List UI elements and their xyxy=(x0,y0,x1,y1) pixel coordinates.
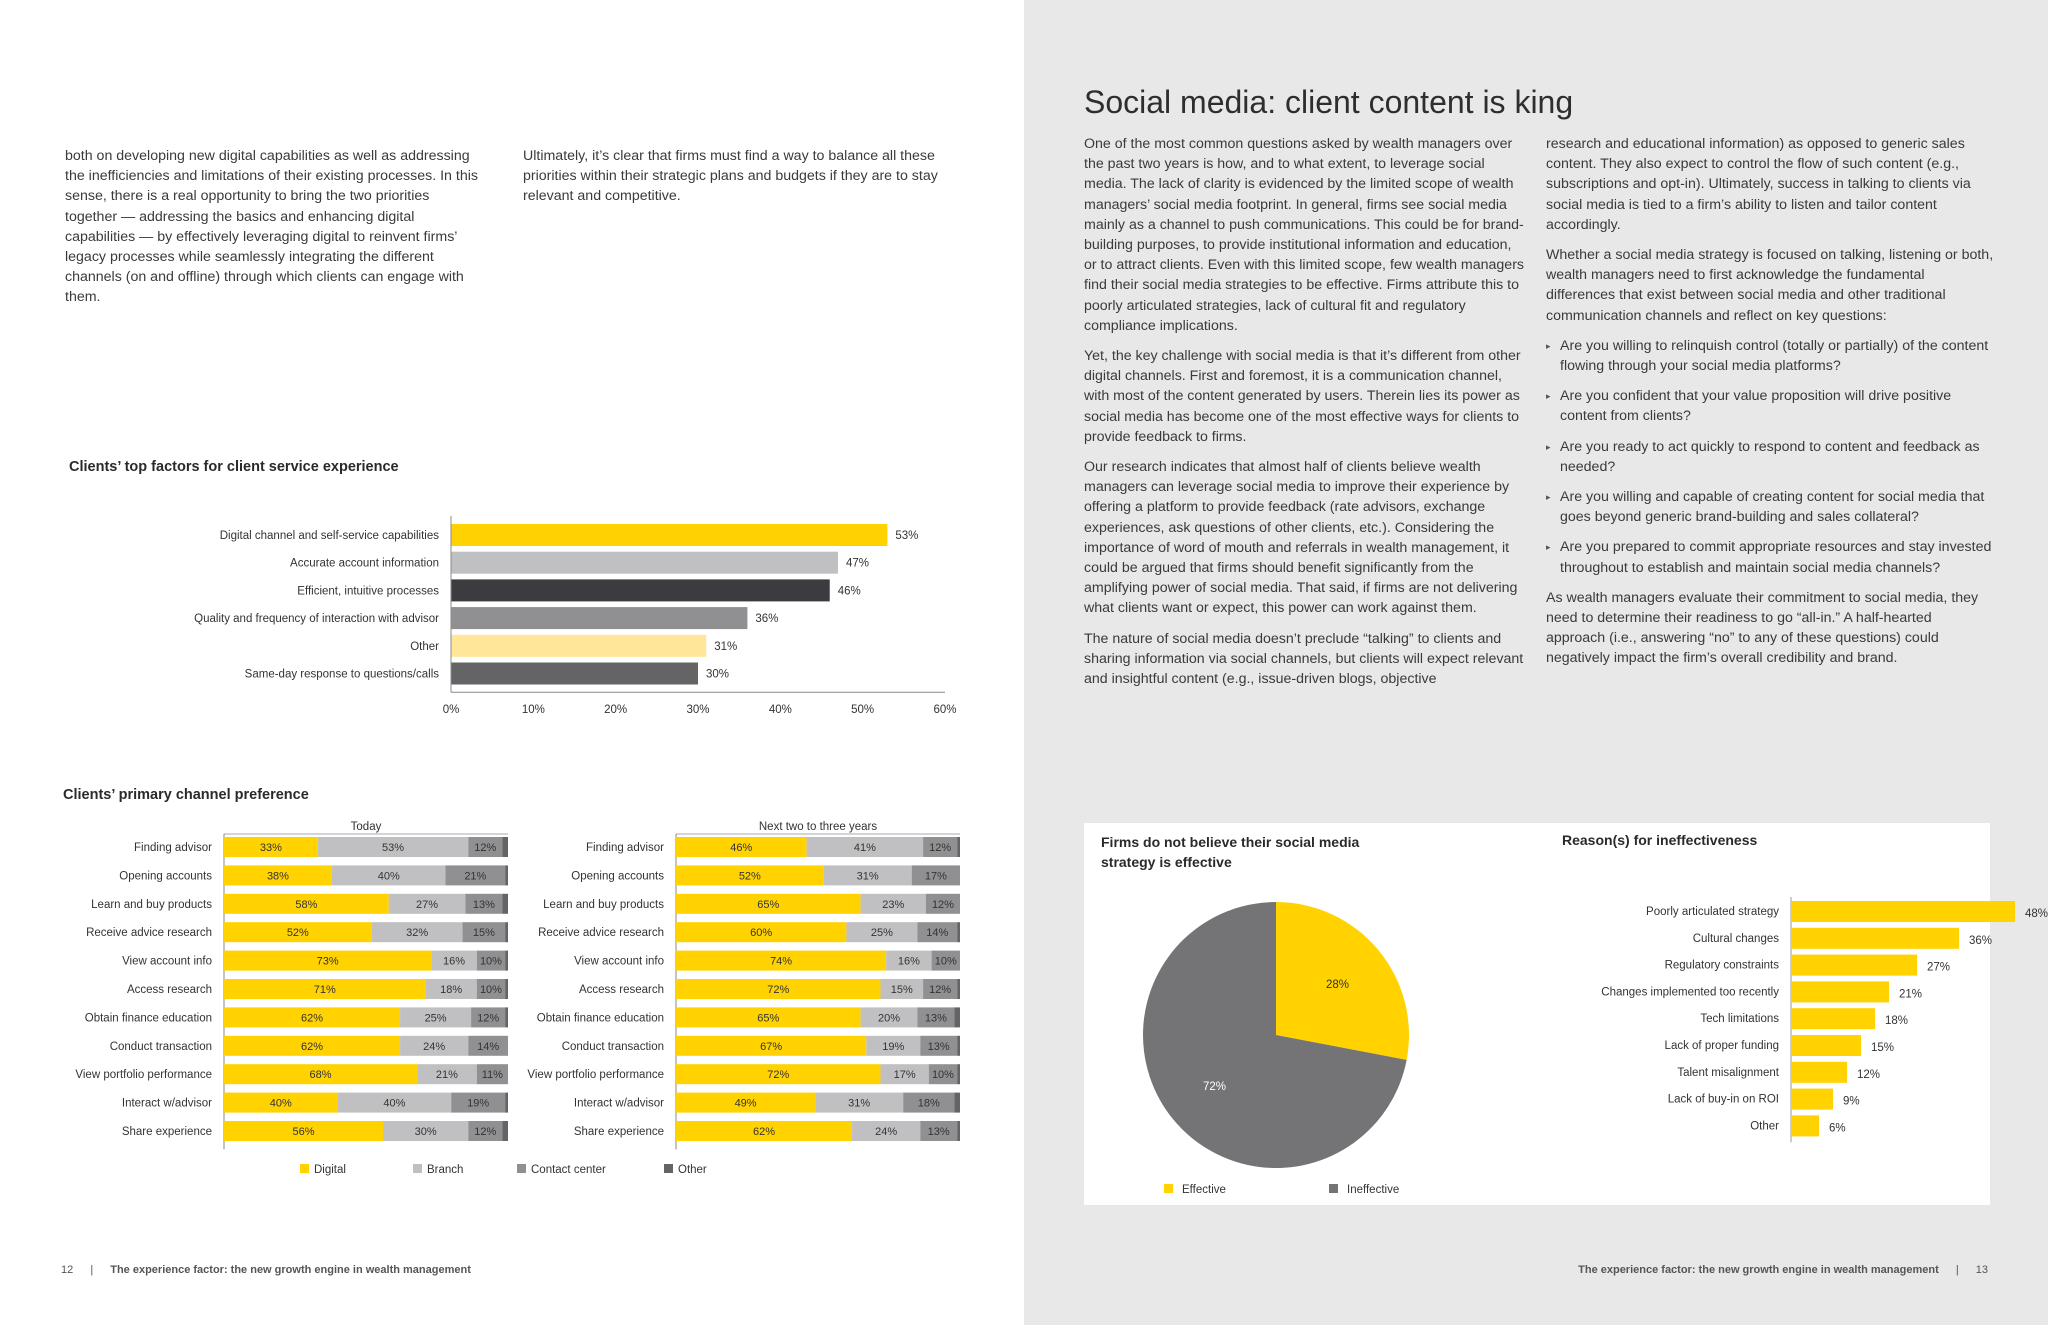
right-col1-paragraph: Yet, the key challenge with social media is that it’s different from other digital channels. First and foremost, it is a communication channel, with most of the content generated by users. Therein lies its power as social media has become one of the most effective ways for clients to provide feedback to firms. xyxy=(1084,348,1521,445)
segment-label: 23% xyxy=(882,898,905,911)
pie-title-line: strategy is effective xyxy=(1101,854,1232,870)
legend-swatch xyxy=(517,1164,526,1173)
segment-label: 18% xyxy=(917,1097,940,1110)
right-page-number: 13 xyxy=(1975,1264,1988,1276)
category-label: Poorly articulated strategy xyxy=(1646,906,1779,918)
category-label: Access research xyxy=(126,984,212,996)
panel-subtitle: Today xyxy=(350,821,382,833)
segment-label: 40% xyxy=(383,1097,406,1110)
stacked-segment xyxy=(957,1064,960,1084)
category-label: Finding advisor xyxy=(586,842,664,854)
segment-label: 52% xyxy=(738,870,761,883)
category-label: Opening accounts xyxy=(571,870,664,883)
category-label: Receive advice research xyxy=(538,927,664,940)
segment-label: 14% xyxy=(926,927,949,940)
segment-label: 65% xyxy=(757,1012,780,1025)
category-label: Tech limitations xyxy=(1700,1013,1779,1026)
bar xyxy=(1791,981,1889,1002)
category-label: Changes implemented too recently xyxy=(1601,986,1779,999)
stacked-segment xyxy=(505,1007,508,1027)
question-bullet: ▸ Are you willing to relinquish control (totally or partially) of the content flowing through your social media platforms? xyxy=(1546,336,1994,376)
segment-label: 46% xyxy=(730,842,753,854)
segment-label: 58% xyxy=(295,898,318,911)
data-label: 18% xyxy=(1885,1015,1909,1028)
question-bullet: ▸ Are you willing and capable of creating content for social media that goes beyond generic brand-building and sales collateral? xyxy=(1546,487,1994,527)
legend-label: Ineffective xyxy=(1347,1184,1400,1196)
segment-label: 18% xyxy=(440,984,463,996)
category-label: Access research xyxy=(578,984,664,996)
bar xyxy=(1791,1008,1875,1029)
bar xyxy=(1791,901,2015,922)
segment-label: 24% xyxy=(423,1040,446,1053)
data-label: 6% xyxy=(1829,1122,1846,1135)
category-label: Obtain finance education xyxy=(84,1012,212,1025)
segment-label: 60% xyxy=(750,927,773,940)
segment-label: 12% xyxy=(477,1012,500,1025)
stacked-segment xyxy=(957,922,960,942)
category-label: Learn and buy products xyxy=(91,898,212,911)
segment-label: 19% xyxy=(467,1097,490,1110)
left-footer xyxy=(61,1264,471,1276)
right-col1-paragraph: The nature of social media doesn’t preclude “talking” to clients and sharing information via social channels, but clients will expect relevant and insightful content (e.g., issue-driven blogs, objective xyxy=(1084,630,1524,688)
right-col2-paragraph: research and educational information) as opposed to generic sales content. They also expect to control the flow of such content (e.g., subscriptions and opt-in). Ultimately, success in talking to clients via social media is tied to a firm’s ability to listen and tailor content accordingly. xyxy=(1546,136,1971,233)
segment-label: 65% xyxy=(757,898,780,911)
category-label: Cultural changes xyxy=(1692,932,1779,945)
bar xyxy=(451,607,747,629)
category-label: Efficient, intuitive processes xyxy=(297,585,439,598)
segment-label: 13% xyxy=(472,898,495,911)
segment-label: 31% xyxy=(848,1097,871,1110)
segment-label: 38% xyxy=(266,870,289,883)
bar xyxy=(1791,1089,1833,1110)
segment-label: 56% xyxy=(292,1126,315,1138)
legend-label: Other xyxy=(678,1164,707,1176)
data-label: 48% xyxy=(2025,908,2048,920)
question-bullet: ▸ Are you prepared to commit appropriate resources and stay invested throughout to establish and maintain social media channels? xyxy=(1546,537,1994,577)
client-service-factors-chart xyxy=(0,500,1000,720)
legend-label: Contact center xyxy=(531,1164,606,1176)
right-col2-paragraph: Whether a social media strategy is focused on talking, listening or both, wealth managers need to first acknowledge the fundamental differences that exist between social media and other traditional communication channels and reflect on key questions: xyxy=(1546,247,1994,324)
segment-label: 52% xyxy=(286,927,309,940)
data-label: 36% xyxy=(755,613,779,626)
category-label: Regulatory constraints xyxy=(1664,959,1779,972)
right-page xyxy=(1024,0,2048,1325)
stacked-segment xyxy=(502,837,508,857)
tick-label: 20% xyxy=(604,704,628,717)
stacked-segment xyxy=(502,1121,508,1141)
category-label: Conduct transaction xyxy=(561,1040,664,1053)
segment-label: 62% xyxy=(301,1040,324,1053)
bar xyxy=(1791,1062,1847,1083)
stacked-segment xyxy=(505,922,508,942)
bar xyxy=(1791,928,1959,949)
legend-label: Effective xyxy=(1182,1184,1226,1196)
segment-label: 25% xyxy=(424,1012,447,1025)
segment-label: 10% xyxy=(479,984,502,996)
segment-label: 53% xyxy=(381,842,404,854)
segment-label: 72% xyxy=(767,984,790,996)
segment-label: 40% xyxy=(377,870,400,883)
pie-title-line: Firms do not believe their social media xyxy=(1101,834,1360,850)
stacked-segment xyxy=(505,865,508,885)
social-media-charts-panel xyxy=(1084,823,2048,1205)
stacked-segment xyxy=(502,894,508,914)
right-footer-sep: | xyxy=(1955,1264,1959,1276)
segment-label: 10% xyxy=(931,1069,954,1082)
category-label: Quality and frequency of interaction with advisor xyxy=(194,613,439,626)
bar xyxy=(1791,1035,1861,1056)
segment-label: 16% xyxy=(443,955,466,968)
segment-label: 32% xyxy=(406,927,429,940)
segment-label: 12% xyxy=(929,984,952,996)
segment-label: 73% xyxy=(316,955,339,968)
segment-label: 68% xyxy=(309,1069,332,1082)
segment-label: 25% xyxy=(870,927,893,940)
category-label: Same-day response to questions/calls xyxy=(244,668,439,681)
segment-label: 41% xyxy=(853,842,876,854)
segment-label: 12% xyxy=(474,842,497,854)
category-label: Receive advice research xyxy=(86,927,212,940)
category-label: Share experience xyxy=(121,1126,212,1138)
segment-label: 13% xyxy=(927,1040,950,1053)
slice-label: 72% xyxy=(1202,1080,1227,1093)
category-label: Interact w/advisor xyxy=(121,1097,212,1110)
segment-label: 17% xyxy=(924,870,947,883)
category-label: View account info xyxy=(122,955,212,968)
panel-subtitle: Next two to three years xyxy=(758,821,878,833)
data-label: 31% xyxy=(714,640,738,653)
tick-label: 40% xyxy=(768,704,792,717)
segment-label: 71% xyxy=(313,984,336,996)
bar xyxy=(451,635,706,657)
category-label: View portfolio performance xyxy=(75,1069,212,1082)
category-label: Accurate account information xyxy=(290,557,439,570)
right-col2-closing: As wealth managers evaluate their commitment to social media, they need to determine their readiness to go “all-in.” A half-hearted approach (i.e., answering “no” to any of these questions) could negatively impact the firm’s overall credibility and brand. xyxy=(1546,589,1979,667)
segment-label: 12% xyxy=(929,842,952,854)
legend-swatch xyxy=(413,1164,422,1173)
tick-label: 50% xyxy=(851,704,875,717)
left-column-2-text: Ultimately, it’s clear that firms must find a way to balance all these priorities within their strategic plans and budgets if they are to stay relevant and competitive. xyxy=(523,148,938,205)
segment-label: 31% xyxy=(856,870,879,883)
tick-label: 30% xyxy=(686,704,710,717)
segment-label: 13% xyxy=(927,1126,950,1138)
data-label: 46% xyxy=(837,585,861,598)
legend-label: Branch xyxy=(427,1164,464,1176)
legend-swatch xyxy=(664,1164,673,1173)
tick-label: 0% xyxy=(442,704,460,717)
segment-label: 10% xyxy=(479,955,502,968)
segment-label: 49% xyxy=(734,1097,757,1110)
segment-label: 16% xyxy=(897,955,920,968)
segment-label: 15% xyxy=(472,927,495,940)
segment-label: 12% xyxy=(931,898,954,911)
left-column-1-text: both on developing new digital capabilities as well as addressing the inefficiencies and limitations of their existing processes. In this sense, there is a real opportunity to bring the two priorities together — addressing the basics and enhancing digital capabilities — by effectively leveraging digital to reinvent firms’ legacy processes while seamlessly integrating the different channels (on and offline) through which clients can engage with them. xyxy=(65,148,478,306)
segment-label: 62% xyxy=(301,1012,324,1025)
chart2-title: Clients’ primary channel preference xyxy=(63,787,309,803)
data-label: 53% xyxy=(895,530,919,542)
segment-label: 21% xyxy=(435,1069,458,1082)
segment-label: 40% xyxy=(269,1097,292,1110)
bar xyxy=(1791,955,1917,976)
stacked-segment xyxy=(957,1121,960,1141)
effectiveness-pie-chart xyxy=(1084,823,1524,1205)
right-col1-paragraph: One of the most common questions asked by wealth managers over the past two years is how, and to what extent, to leverage social media. The lack of clarity is evidenced by the limited scope of wealth managers’ social media footprint. In general, firms see social media mainly as a channel to push communications. This could be for brand-building purposes, to provide institutional information and education, or to attract clients. Even with this limited scope, few wealth managers find their social media strategies to be effective. Firms attribute this to poorly articulated strategies, lack of cultural fit and regulatory compliance implications. xyxy=(1084,136,1525,334)
category-label: Other xyxy=(410,640,439,653)
category-label: Lack of buy-in on ROI xyxy=(1667,1093,1779,1106)
category-label: View account info xyxy=(574,955,664,968)
category-label: Digital channel and self-service capabilities xyxy=(219,530,439,542)
data-label: 27% xyxy=(1927,961,1951,974)
category-label: Share experience xyxy=(573,1126,664,1138)
segment-label: 12% xyxy=(474,1126,497,1138)
category-label: Learn and buy products xyxy=(543,898,664,911)
data-label: 9% xyxy=(1843,1095,1860,1108)
segment-label: 30% xyxy=(414,1126,437,1138)
segment-label: 24% xyxy=(875,1126,898,1138)
right-col1-paragraph: Our research indicates that almost half of clients believe wealth managers can leverage social media to improve their experience by offering a platform to provide feedback (rate advisors, exchange experiences, ask questions of other clients, etc.). Considering the importance of word of mouth and referrals in wealth management, it could be argued that firms should benefit significantly from the amplifying power of social media. That said, if firms are not delivering what clients want or expect, this power can work against them. xyxy=(1084,459,1518,617)
stacked-segment xyxy=(957,979,960,999)
segment-label: 72% xyxy=(767,1069,790,1082)
segment-label: 10% xyxy=(934,955,957,968)
page-heading: Social media: client content is king xyxy=(1084,84,1574,120)
stacked-segment xyxy=(505,951,508,971)
question-bullet: ▸ Are you ready to act quickly to respond to content and feedback as needed? xyxy=(1546,437,1994,477)
right-column-2 xyxy=(1546,134,1994,679)
segment-label: 33% xyxy=(259,842,282,854)
stacked-segment xyxy=(505,1093,508,1113)
stacked-segment xyxy=(957,1036,960,1056)
legend-swatch xyxy=(300,1164,309,1173)
bar xyxy=(451,579,830,601)
legend-swatch xyxy=(1329,1184,1338,1193)
left-page-number: 12 xyxy=(61,1264,74,1276)
bar xyxy=(1791,1115,1819,1136)
category-label: Other xyxy=(1750,1120,1779,1133)
chart1-title: Clients’ top factors for client service experience xyxy=(69,459,399,475)
tick-label: 10% xyxy=(521,704,545,717)
segment-label: 15% xyxy=(890,984,913,996)
segment-label: 13% xyxy=(924,1012,947,1025)
legend-label: Digital xyxy=(314,1164,346,1176)
segment-label: 67% xyxy=(760,1040,783,1053)
key-questions-list xyxy=(1546,336,1994,578)
segment-label: 27% xyxy=(416,898,439,911)
data-label: 21% xyxy=(1899,988,1923,1001)
category-label: Conduct transaction xyxy=(109,1040,212,1053)
category-label: Talent misalignment xyxy=(1677,1066,1779,1079)
segment-label: 14% xyxy=(477,1040,500,1053)
segment-label: 74% xyxy=(770,955,793,968)
right-column-1 xyxy=(1084,134,1524,699)
data-label: 30% xyxy=(706,668,730,681)
segment-label: 62% xyxy=(753,1126,776,1138)
segment-label: 19% xyxy=(882,1040,905,1053)
segment-label: 11% xyxy=(481,1069,503,1082)
data-label: 47% xyxy=(845,557,869,570)
category-label: Interact w/advisor xyxy=(573,1097,664,1110)
data-label: 12% xyxy=(1857,1068,1881,1081)
category-label: Lack of proper funding xyxy=(1664,1040,1779,1052)
segment-label: 21% xyxy=(464,870,487,883)
channel-preference-chart xyxy=(0,812,1000,1182)
data-label: 36% xyxy=(1969,934,1993,947)
segment-label: 17% xyxy=(893,1069,916,1082)
right-footer-title: The experience factor: the new growth engine in wealth management xyxy=(1578,1264,1939,1276)
question-bullet: ▸ Are you confident that your value proposition will drive positive content from clients? xyxy=(1546,386,1994,426)
left-footer-title: The experience factor: the new growth engine in wealth management xyxy=(110,1264,471,1276)
data-label: 15% xyxy=(1871,1042,1895,1054)
stacked-segment xyxy=(954,1007,960,1027)
bar xyxy=(451,524,887,546)
stacked-segment xyxy=(954,1093,960,1113)
slice-label: 28% xyxy=(1325,979,1350,992)
category-label: Obtain finance education xyxy=(536,1012,664,1025)
stacked-segment xyxy=(505,979,508,999)
category-label: View portfolio performance xyxy=(527,1069,664,1082)
category-label: Opening accounts xyxy=(119,870,212,883)
tick-label: 60% xyxy=(933,704,957,717)
reasons-title: Reason(s) for ineffectiveness xyxy=(1562,832,1758,848)
bar xyxy=(451,552,838,574)
bar xyxy=(451,663,698,685)
left-footer-sep: | xyxy=(90,1264,94,1276)
ineffectiveness-reasons-chart xyxy=(1524,823,2048,1205)
right-footer xyxy=(1578,1264,1988,1276)
category-label: Finding advisor xyxy=(134,842,212,854)
legend-swatch xyxy=(1164,1184,1173,1193)
stacked-segment xyxy=(957,837,960,857)
segment-label: 20% xyxy=(877,1012,901,1025)
